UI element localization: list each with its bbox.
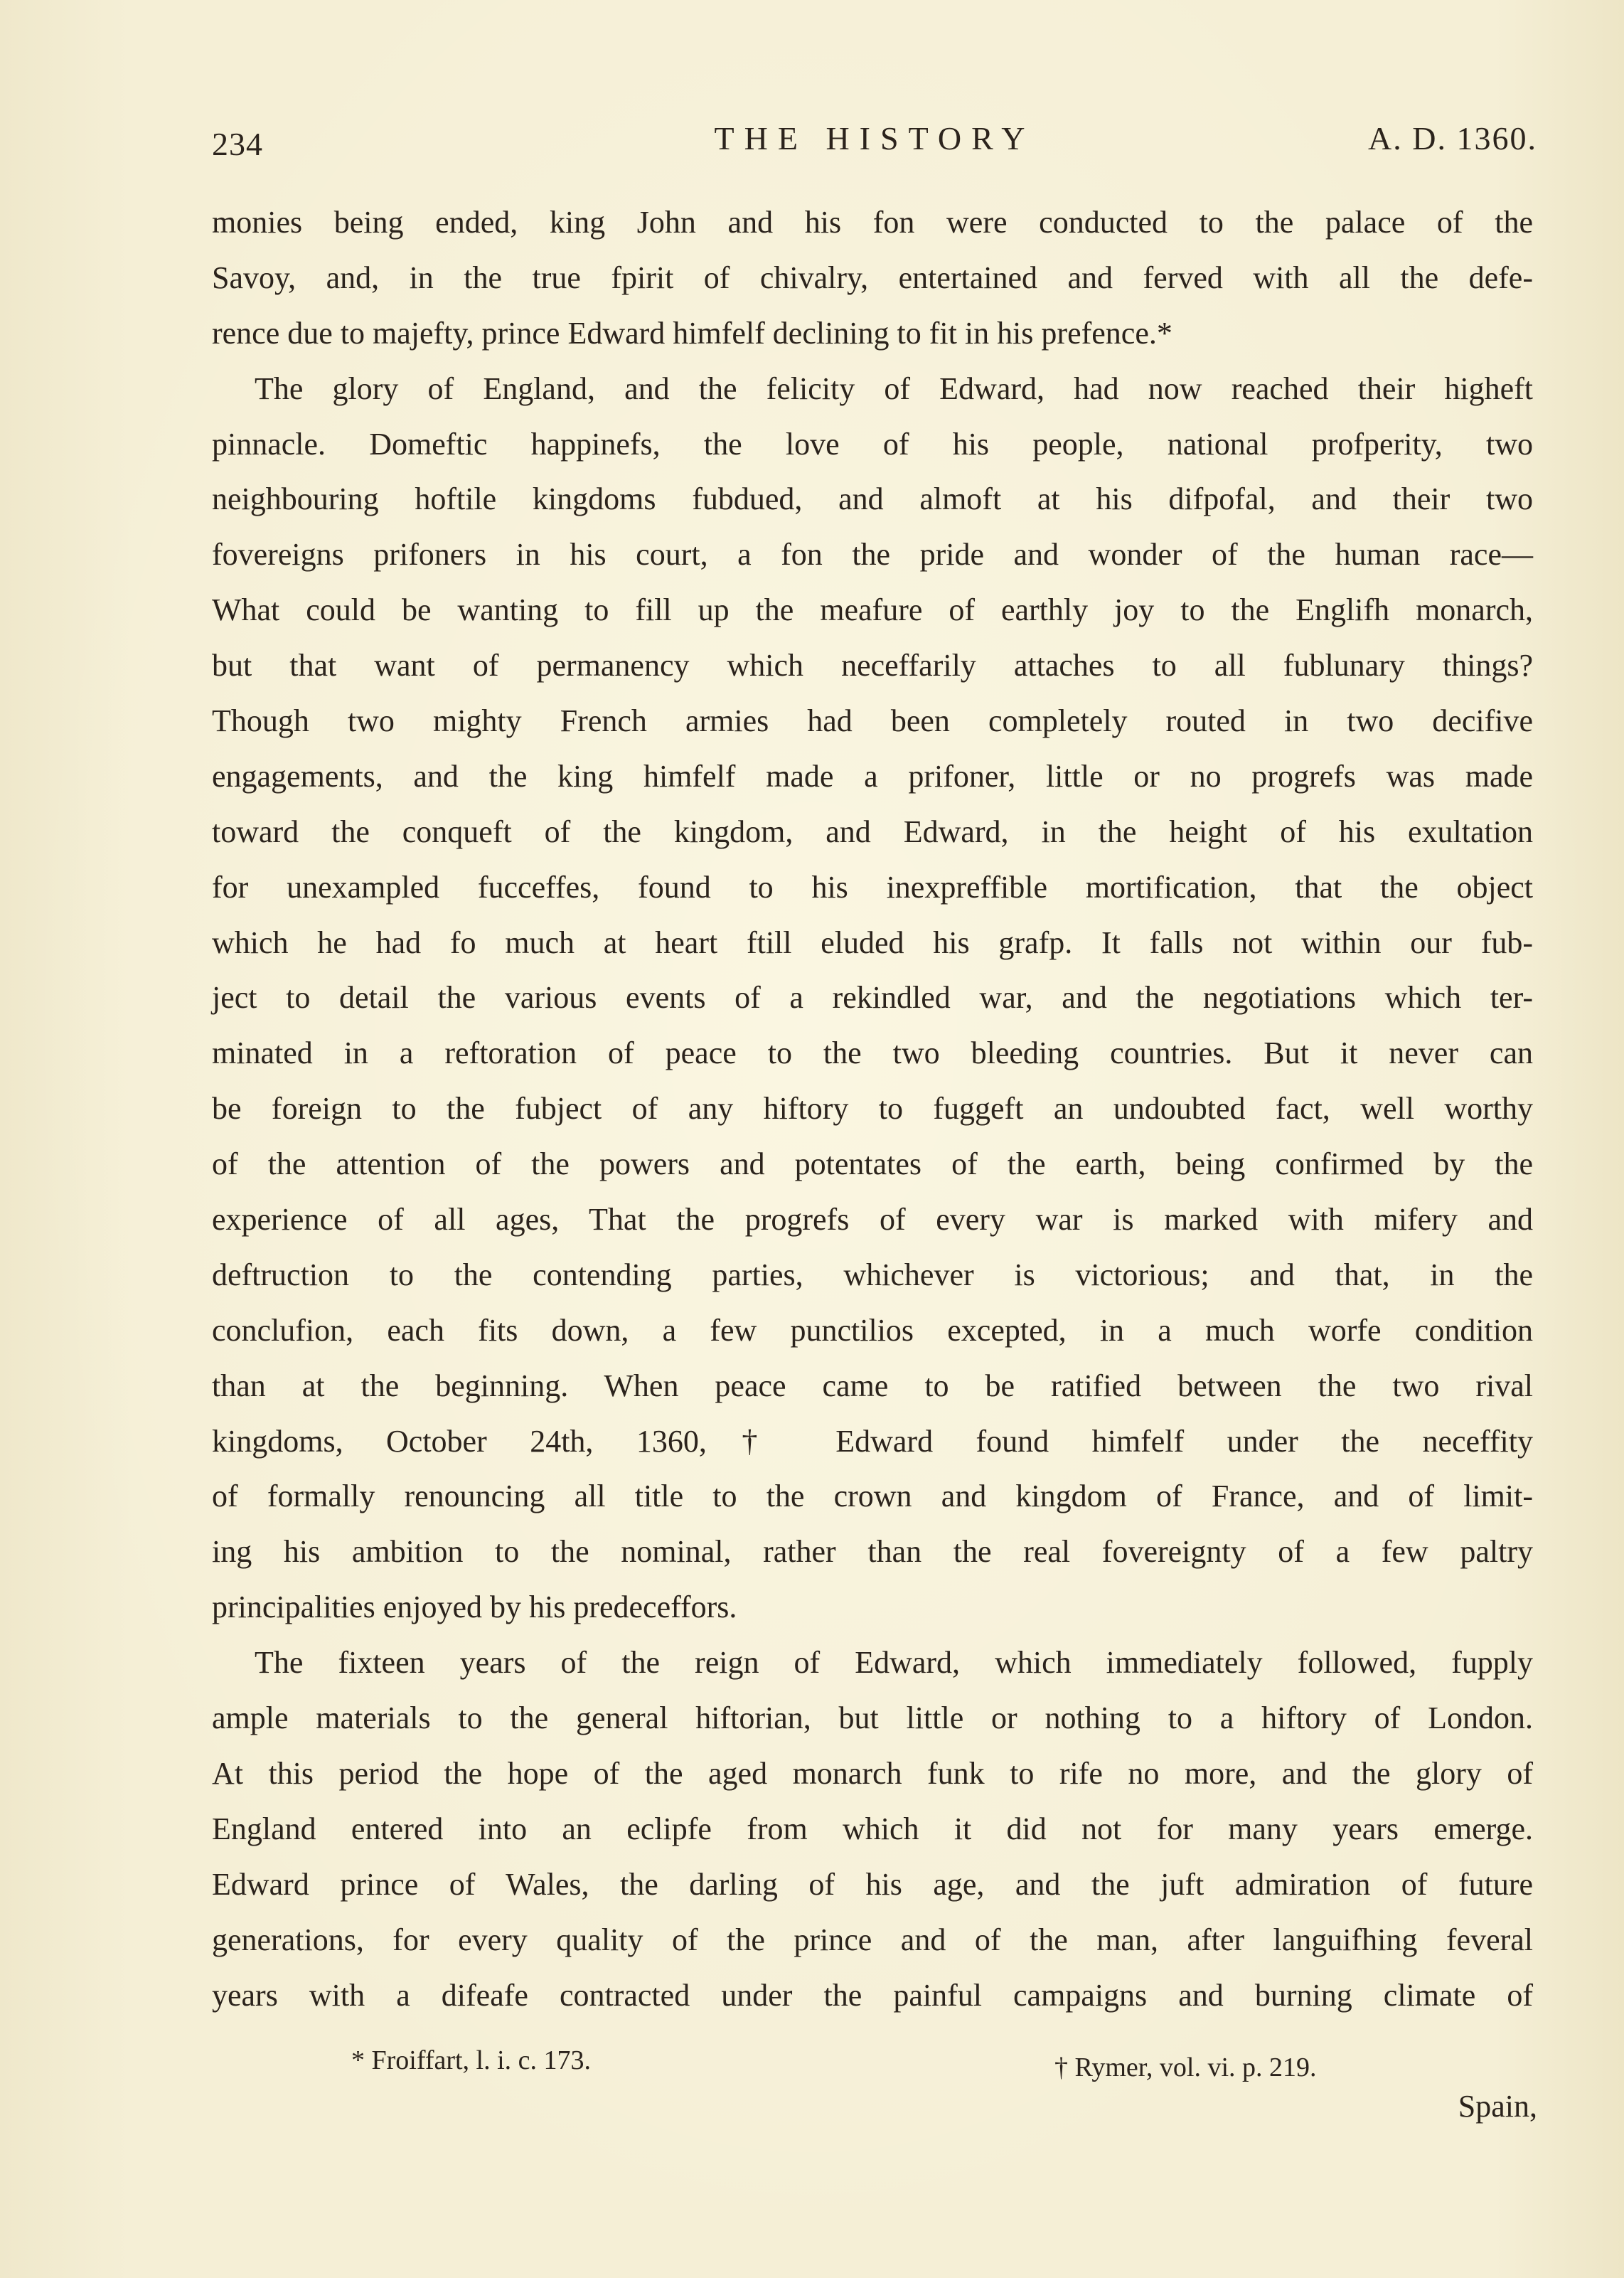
text-line: The fixteen years of the reign of Edward, which immediately followed, fupply: [255, 1645, 1533, 1681]
text-line: toward the conqueft of the kingdom, and Edward, in the height of his exultation: [212, 814, 1533, 849]
text-line: of formally renouncing all title to the crown and kingdom of France, and of limit-: [212, 1479, 1533, 1514]
text-line: Though two mighty French armies had been completely routed in two decifive: [212, 703, 1533, 739]
text-line: What could be wanting to fill up the meafure of earthly joy to the Englifh monarch,: [212, 592, 1533, 628]
text-line: Savoy, and, in the true fpirit of chivalry, entertained and ferved with all the defe-: [212, 260, 1533, 295]
text-line: which he had fo much at heart ftill eluded his grafp. It falls not within our fub-: [212, 925, 1533, 960]
text-line: Edward prince of Wales, the darling of his age, and the juft admiration of future: [212, 1866, 1533, 1902]
text-line: fovereigns prifoners in his court, a fon the pride and wonder of the human race—: [212, 537, 1533, 573]
text-line: At this period the hope of the aged monarch funk to rife no more, and the glory of: [212, 1755, 1533, 1791]
footnote-rymer: † Rymer, vol. vi. p. 219.: [1054, 2053, 1317, 2082]
text-line: generations, for every quality of the prince and of the man, after languifhing feveral: [212, 1922, 1533, 1957]
text-line: for unexampled fucceffes, found to his inexpreffible mortification, that the object: [212, 869, 1533, 905]
year-heading: A. D. 1360.: [1368, 120, 1537, 156]
page-header: [212, 119, 1537, 169]
text-line: deftruction to the contending parties, whichever is victorious; and that, in the: [212, 1257, 1533, 1292]
text-line: conclufion, each fits down, a few punctilios excepted, in a much worfe condition: [212, 1312, 1533, 1348]
text-line: principalities enjoyed by his predeceffors.: [212, 1590, 737, 1625]
text-line: rence due to majefty, prince Edward himfelf declining to fit in his prefence.*: [212, 315, 1172, 351]
text-line: engagements, and the king himfelf made a prifoner, little or no progrefs was made: [212, 758, 1533, 794]
text-line: monies being ended, king John and his fon were conducted to the palace of the: [212, 205, 1533, 240]
text-line: experience of all ages, That the progrefs of every war is marked with mifery and: [212, 1202, 1533, 1238]
text-line: pinnacle. Domeftic happinefs, the love of his people, national profperity, two: [212, 426, 1533, 462]
text-line: ject to detail the various events of a rekindled war, and the negotiations which ter-: [212, 980, 1533, 1016]
text-line: neighbouring hoftile kingdoms fubdued, and almoft at his difpofal, and their two: [212, 481, 1533, 517]
text-line: minated in a reftoration of peace to the two bleeding countries. But it never can: [212, 1036, 1533, 1071]
text-line: kingdoms, October 24th, 1360,† Edward found himfelf under the neceffity: [212, 1423, 1533, 1459]
text-line: but that want of permanency which neceffarily attaches to all fublunary things?: [212, 648, 1533, 683]
text-line: years with a difeafe contracted under the painful campaigns and burning climate of: [212, 1977, 1533, 2013]
body-text: [212, 195, 1533, 2023]
running-title: THE HISTORY: [714, 120, 1035, 156]
text-line: The glory of England, and the felicity of Edward, had now reached their higheft: [255, 371, 1533, 406]
text-line: than at the beginning. When peace came to be ratified between the two rival: [212, 1368, 1533, 1403]
footnote-froissart: * Froiffart, l. i. c. 173.: [351, 2045, 592, 2075]
catchword: Spain,: [1458, 2089, 1537, 2124]
page-number: 234: [212, 126, 263, 162]
text-line: ing his ambition to the nominal, rather than the real fovereignty of a few paltry: [212, 1534, 1533, 1570]
text-line: of the attention of the powers and potentates of the earth, being confirmed by the: [212, 1146, 1533, 1182]
footnotes: [212, 2045, 1533, 2087]
text-line: be foreign to the fubject of any hiftory to fuggeft an undoubted fact, well worthy: [212, 1091, 1533, 1127]
text-line: England entered into an eclipfe from which it did not for many years emerge.: [212, 1811, 1533, 1846]
text-line: ample materials to the general hiftorian, but little or nothing to a hiftory of London.: [212, 1700, 1533, 1736]
